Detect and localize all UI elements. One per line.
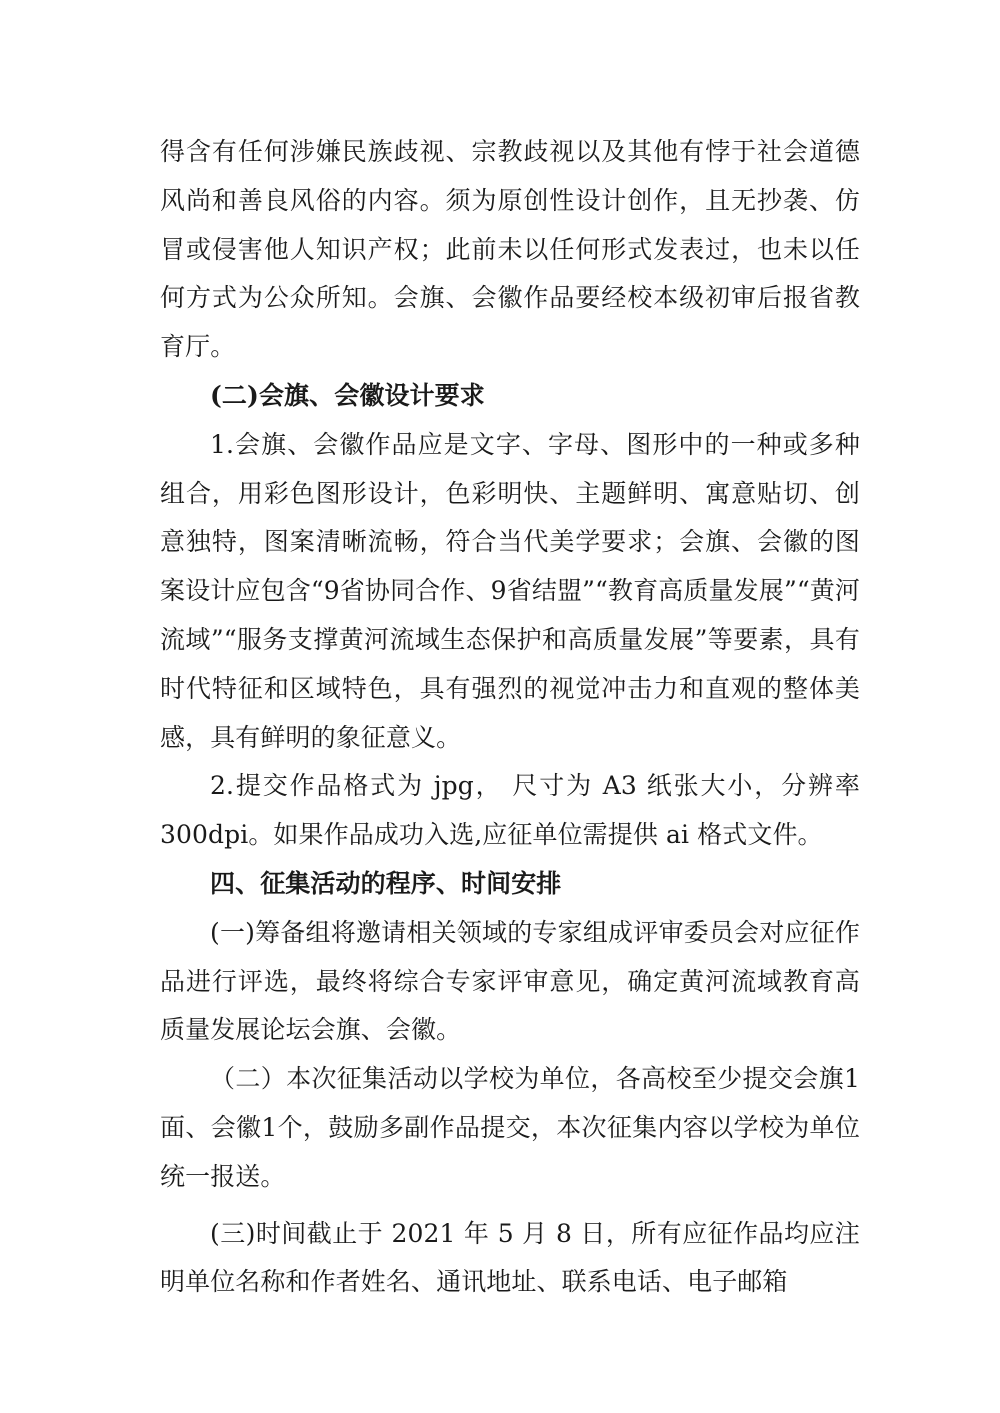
paragraph-procedure-3: (三)时间截止于 2021 年 5 月 8 日，所有应征作品均应注明单位名称和作者姓名、通讯地址、联系电话、电子邮箱 (160, 1218, 860, 1297)
paragraph-originality-requirements: 得含有任何涉嫌民族歧视、宗教歧视以及其他有悖于社会道德风尚和善良风俗的内容。须为原创性设计创作，且无抄袭、仿冒或侵害他人知识产权；此前未以任何形式发表过，也未以任何方式为公众所知。会旗、会徽作品要经校本级初审后报省教育厅。 (160, 137, 860, 362)
document-body (160, 128, 860, 1307)
paragraph-procedure-2: （二）本次征集活动以学校为单位，各高校至少提交会旗1面、会徽1个，鼓励多副作品提交，本次征集内容以学校为单位统一报送。 (160, 1064, 860, 1191)
section-heading-design-requirements: (二)会旗、会徽设计要求 (210, 380, 485, 410)
paragraph-procedure-1: (一)筹备组将邀请相关领域的专家组成评审委员会对应征作品进行评选，最终将综合专家评审意见，确定黄河流域教育高质量发展论坛会旗、会徽。 (160, 917, 860, 1045)
section-heading-procedure: 四、征集活动的程序、时间安排 (210, 868, 562, 898)
paragraph-design-requirement-2: 2.提交作品格式为 jpg， 尺寸为 A3 纸张大小，分辨率 300dpi。如果作品成功入选,应征单位需提供 ai 格式文件。 (160, 771, 860, 850)
paragraph-design-requirement-1: 1.会旗、会徽作品应是文字、字母、图形中的一种或多种组合，用彩色图形设计，色彩明快、主题鲜明、寓意贴切、创意独特，图案清晰流畅，符合当代美学要求；会旗、会徽的图案设计应包含“9省协同合作、9省结盟”“教育高质量发展”“黄河流域”“服务支撑黄河流域生态保护和高质量发展”等要素，具有时代特征和区域特色，具有强烈的视觉冲击力和直观的整体美感，具有鲜明的象征意义。 (160, 429, 860, 752)
